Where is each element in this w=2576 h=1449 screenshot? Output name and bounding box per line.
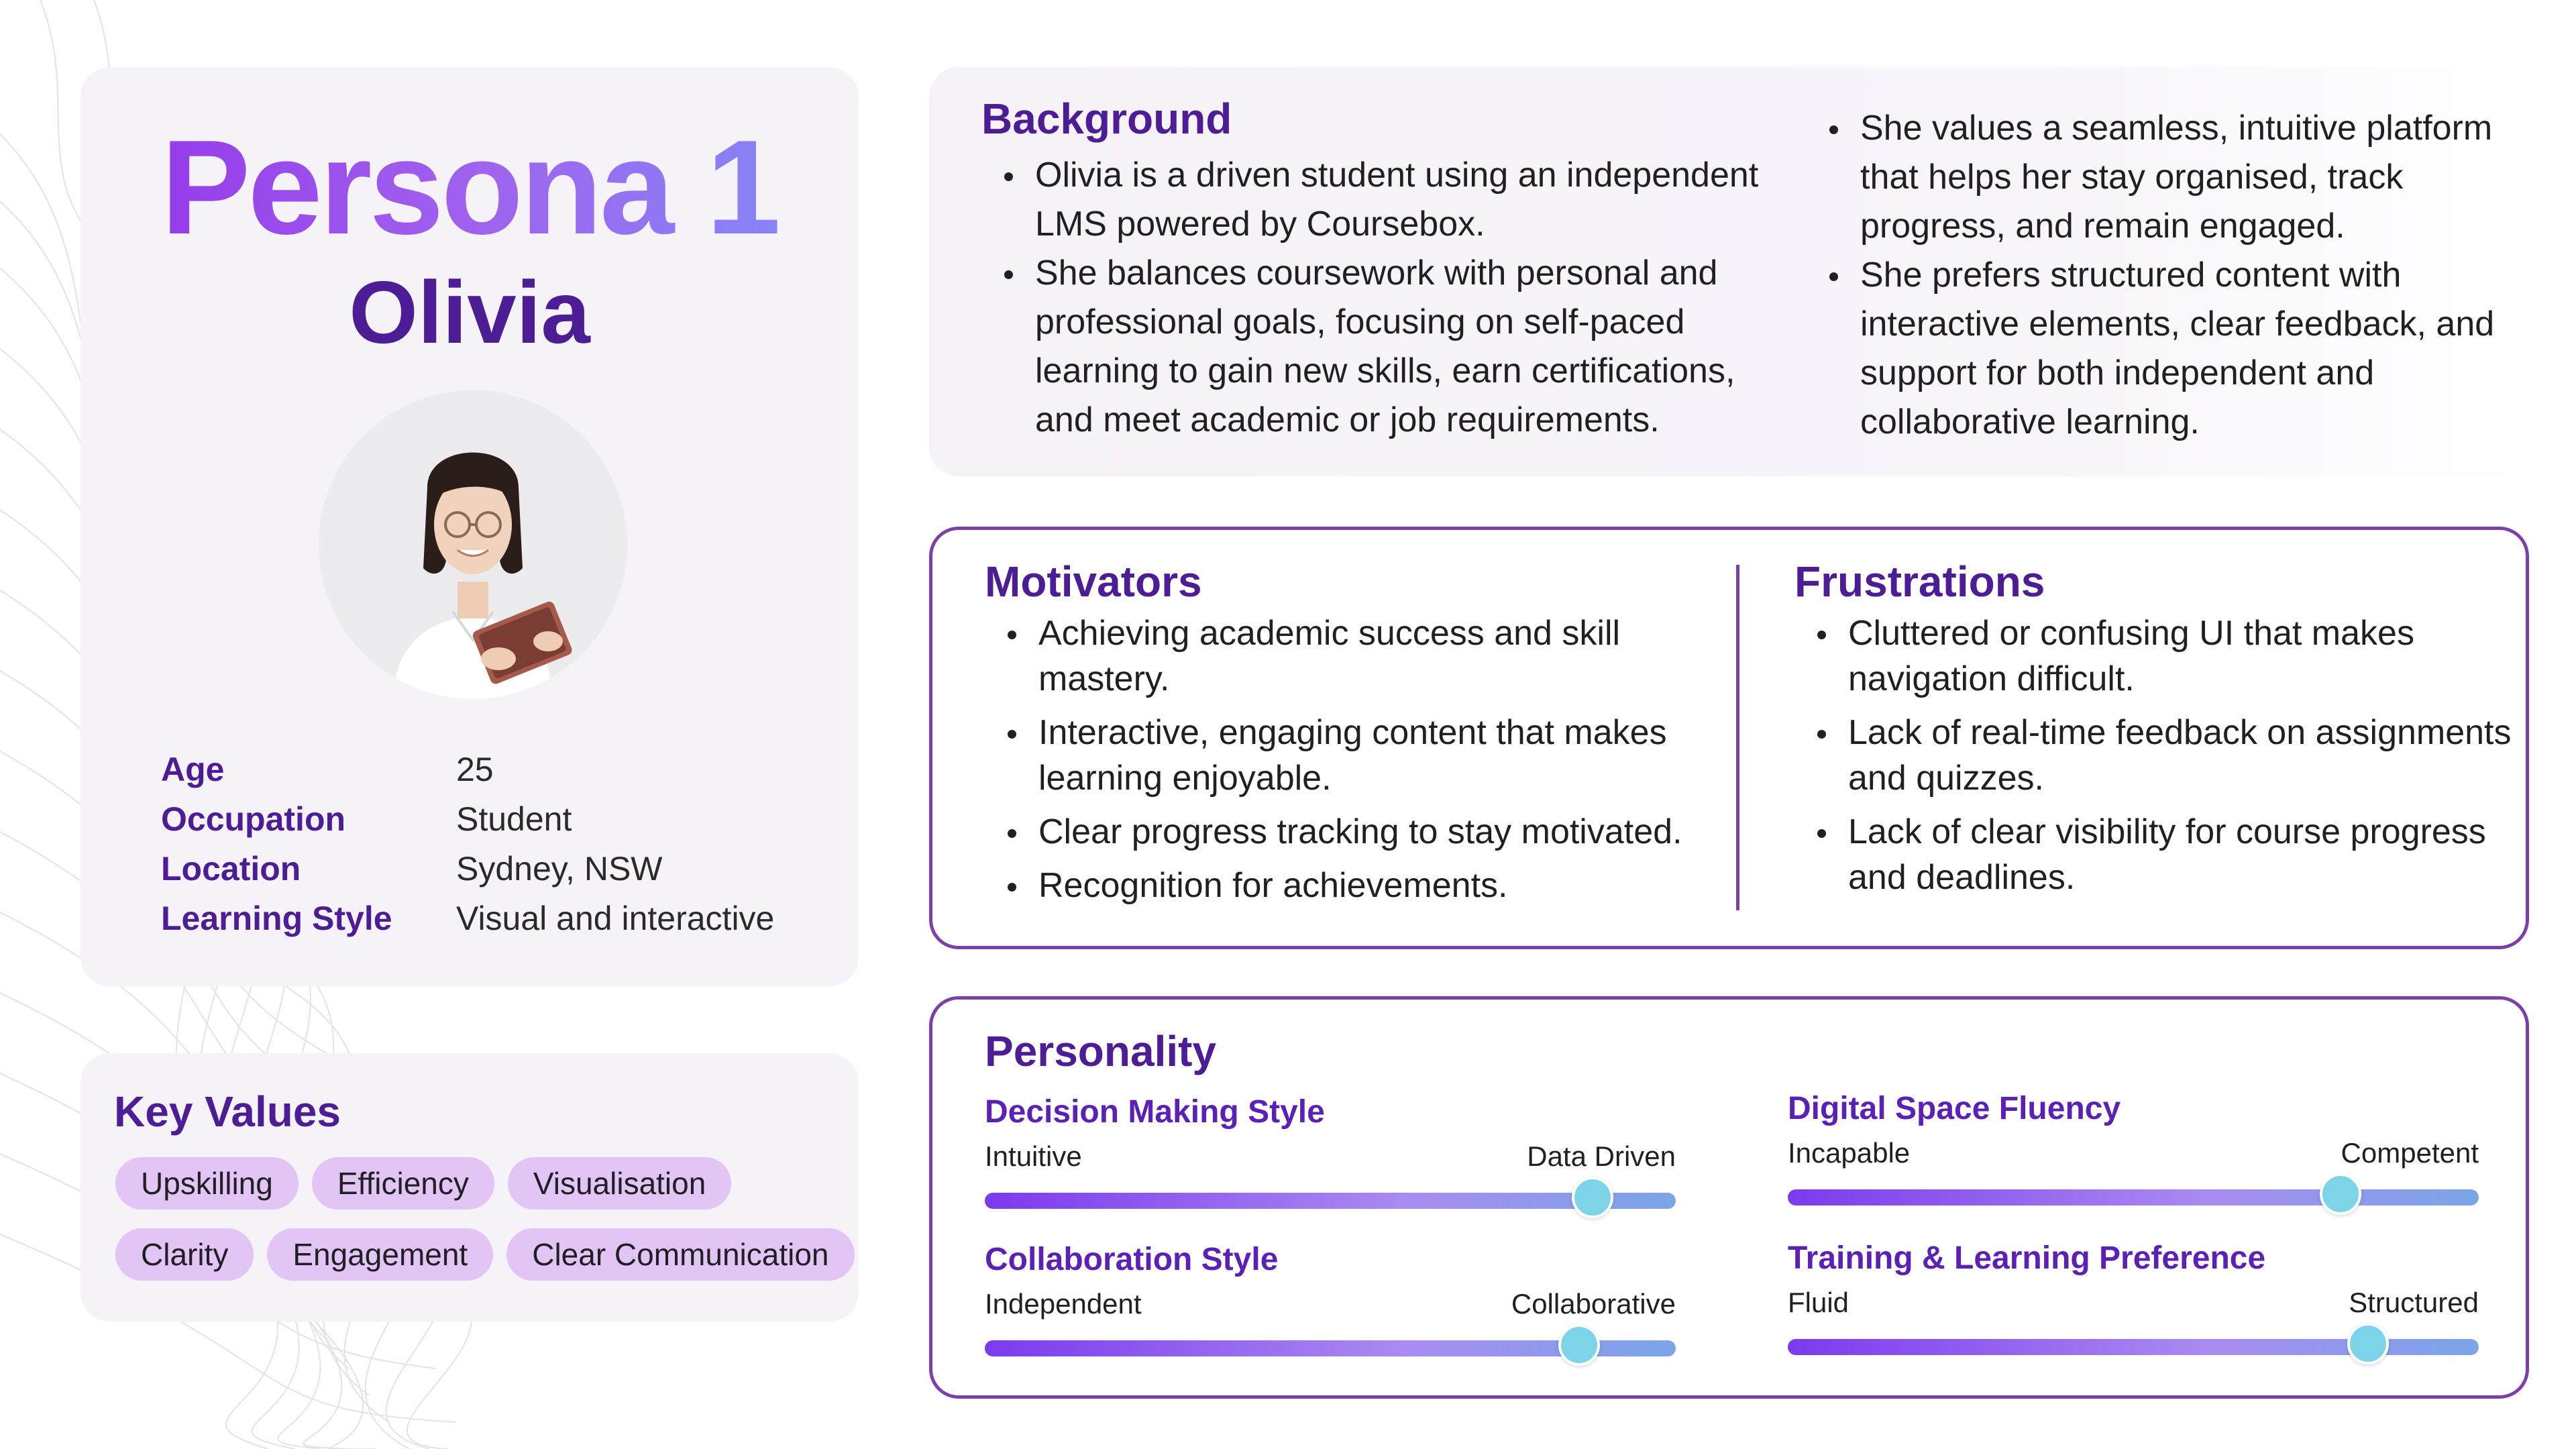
frustration-item: Cluttered or confusing UI that makes navigation difficult. — [1794, 610, 2519, 702]
detail-value: Visual and interactive — [456, 900, 775, 937]
value-chip: Engagement — [267, 1228, 493, 1281]
background-item: Olivia is a driven student using an independent LMS powered by Coursebox. — [981, 151, 1760, 249]
trait-right-label: Competent — [2341, 1137, 2479, 1169]
detail-occupation — [161, 794, 818, 844]
detail-label: Occupation — [161, 800, 346, 838]
trait-slider-knob[interactable] — [1558, 1324, 1600, 1366]
detail-label: Learning Style — [161, 900, 392, 937]
background-item: She prefers structured content with interactive elements, clear feedback, and support for both independent and collaborative learning. — [1807, 251, 2504, 447]
trait-slider-knob[interactable] — [2347, 1323, 2389, 1364]
background-list-right — [1807, 104, 2504, 447]
detail-value: 25 — [456, 751, 494, 788]
detail-label: Location — [161, 850, 301, 888]
trait-collaboration — [985, 1241, 1676, 1375]
persona-profile-card — [80, 67, 859, 986]
frustrations-list — [1794, 610, 2519, 908]
key-values-card — [80, 1053, 859, 1322]
personality-title: Personality — [985, 1027, 1217, 1075]
motivator-item: Recognition for achievements. — [985, 863, 1723, 908]
avatar — [319, 390, 627, 699]
detail-location — [161, 844, 818, 894]
trait-right-label: Data Driven — [1527, 1140, 1676, 1172]
motivators-title: Motivators — [985, 557, 1202, 606]
trait-left-label: Fluid — [1788, 1287, 1849, 1318]
value-chip: Upskilling — [115, 1157, 299, 1210]
background-card — [929, 67, 2529, 476]
trait-slider-track — [1788, 1339, 2479, 1355]
motivator-item: Achieving academic success and skill mastery. — [985, 610, 1723, 702]
trait-slider-track — [985, 1340, 1676, 1356]
motivator-item: Clear progress tracking to stay motivated. — [985, 809, 1723, 855]
personality-card — [929, 996, 2529, 1399]
trait-slider-track — [985, 1193, 1676, 1209]
chip-row — [115, 1228, 847, 1281]
background-item: She values a seamless, intuitive platform that helps her stay organised, track progress, and remain engaged. — [1807, 104, 2504, 251]
trait-name: Collaboration Style — [985, 1242, 1279, 1277]
trait-slider-knob[interactable] — [2320, 1173, 2361, 1215]
key-values-title: Key Values — [114, 1087, 341, 1136]
frustration-item: Lack of clear visibility for course progress and deadlines. — [1794, 809, 2519, 900]
persona-details — [161, 745, 818, 943]
motivators-list — [985, 610, 1723, 916]
trait-name: Decision Making Style — [985, 1094, 1325, 1130]
chip-row — [115, 1157, 847, 1210]
motivators-frustrations-card — [929, 527, 2529, 949]
trait-right-label: Structured — [2349, 1287, 2479, 1318]
motivator-item: Interactive, engaging content that makes learning enjoyable. — [985, 710, 1723, 801]
background-item: She balances coursework with personal and professional goals, focusing on self-paced learning to gain new skills, earn certifications, and meet academic or job requirements. — [981, 249, 1760, 445]
trait-left-label: Intuitive — [985, 1140, 1082, 1172]
trait-name: Digital Space Fluency — [1788, 1091, 2121, 1126]
persona-name: Olivia — [349, 263, 590, 362]
persona-title: Persona 1 — [80, 121, 859, 255]
frustrations-title: Frustrations — [1794, 557, 2045, 606]
detail-value: Sydney, NSW — [456, 850, 663, 888]
trait-left-label: Independent — [985, 1288, 1142, 1320]
avatar-portrait — [319, 390, 627, 699]
detail-value: Student — [456, 800, 572, 838]
trait-name: Training & Learning Preference — [1788, 1240, 2266, 1276]
value-chip: Clear Communication — [506, 1228, 854, 1281]
background-list-left — [981, 151, 1760, 445]
detail-age — [161, 745, 818, 794]
value-chip: Efficiency — [312, 1157, 494, 1210]
trait-right-label: Collaborative — [1511, 1288, 1676, 1320]
key-values-chips — [115, 1157, 847, 1299]
trait-slider-knob[interactable] — [1572, 1177, 1613, 1218]
value-chip: Clarity — [115, 1228, 254, 1281]
trait-digital-fluency — [1788, 1090, 2479, 1224]
value-chip: Visualisation — [508, 1157, 731, 1210]
detail-label: Age — [161, 751, 225, 788]
frustration-item: Lack of real-time feedback on assignments and quizzes. — [1794, 710, 2519, 801]
trait-decision-making — [985, 1093, 1676, 1228]
background-title: Background — [981, 95, 1232, 143]
trait-slider-track — [1788, 1189, 2479, 1205]
section-divider — [1736, 565, 1739, 910]
trait-learning-preference — [1788, 1240, 2479, 1374]
trait-left-label: Incapable — [1788, 1137, 1911, 1169]
detail-learning-style — [161, 894, 818, 943]
